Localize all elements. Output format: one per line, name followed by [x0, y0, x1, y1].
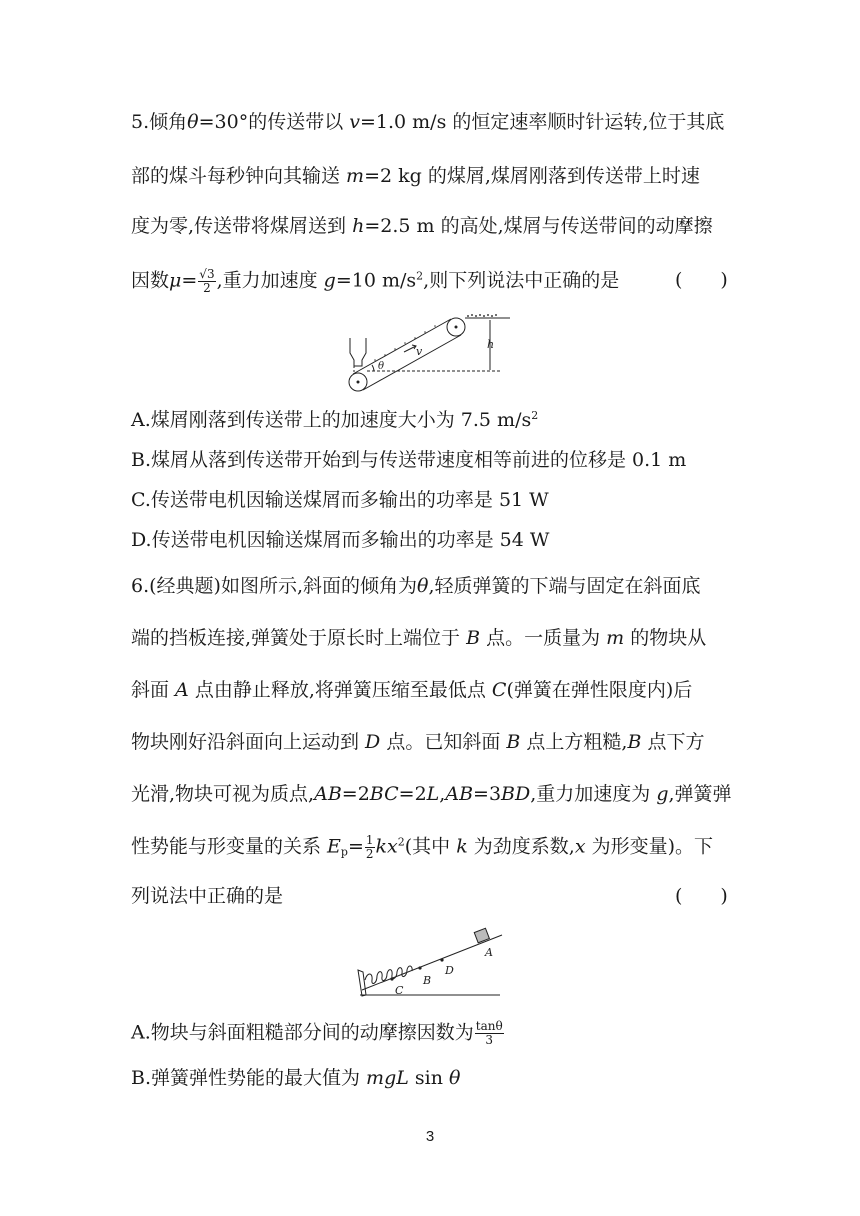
q5-line-2: 部的煤斗每秒钟向其输送 m=2 kg 的煤屑,煤屑刚落到传送带上时速: [131, 165, 700, 187]
q6-option-b: B.弹簧弹性势能的最大值为 mgL sin θ: [131, 1067, 461, 1089]
q6-answer-parentheses: ( ): [675, 885, 728, 907]
fig6-D-label: D: [445, 964, 454, 977]
tan-theta-over-3-fraction: $\frac{\tan\theta}{3}$: [475, 1019, 503, 1047]
fig6-C-label: C: [395, 984, 404, 997]
fig5-v-label: v: [416, 345, 423, 358]
fig6-A-label: A: [485, 946, 493, 959]
q6-line-6: 性势能与形变量的关系 $E_p=$ $\frac{1}{2}$ $kx^2$(其中 k 为劲度系数,x 为形变量)。下: [131, 833, 713, 861]
q5-line-3: 度为零,传送带将煤屑送到 h=2.5 m 的高处,煤屑与传送带间的动摩擦: [131, 215, 713, 237]
q5-line-4: 因数μ= $\frac{√3}{2}$ ,重力加速度 g=10 $m/s^2$,则下列说法中正确的是: [131, 267, 620, 295]
q5-option-d: D.传送带电机因输送煤屑而多输出的功率是 54 W: [131, 529, 550, 551]
q6-line-7: 列说法中正确的是: [131, 885, 284, 907]
coal-hopper-icon: [350, 338, 366, 366]
blocker-plate-icon: [358, 970, 366, 996]
q5-option-a: A.煤屑刚落到传送带上的加速度大小为 7.5 $m/s^2$: [131, 409, 539, 431]
half-fraction: $\frac{1}{2}$: [365, 833, 374, 861]
q6-line-1: 6.(经典题)如图所示,斜面的倾角为θ,轻质弹簧的下端与固定在斜面底: [131, 575, 701, 597]
q6-option-a: A.物块与斜面粗糙部分间的动摩擦因数为 $\frac{\tan\theta}{3}$: [131, 1019, 503, 1047]
q5-line-1: 5.倾角θ=30°的传送带以 v=1.0 m/s 的恒定速率顺时针运转,位于其底: [131, 111, 725, 133]
q5-option-b: B.煤屑从落到传送带开始到与传送带速度相等前进的位移是 0.1 m: [131, 449, 687, 471]
q6-line-2: 端的挡板连接,弹簧处于原长时上端位于 B 点。一质量为 m 的物块从: [131, 627, 707, 649]
sqrt3-over-2-fraction: $\frac{√3}{2}$: [199, 267, 215, 295]
page-number: 3: [425, 1128, 435, 1145]
conveyor-belt-figure: [340, 308, 520, 400]
q6-line-3: 斜面 A 点由静止释放,将弹簧压缩至最低点 C(弹簧在弹性限度内)后: [131, 679, 693, 701]
fig5-theta-label: θ: [378, 361, 385, 372]
fig5-h-label: h: [487, 338, 495, 351]
incline-spring-figure: [352, 924, 507, 1000]
q6-line-5: 光滑,物块可视为质点,AB=2BC=2L,AB=3BD,重力加速度为 g,弹簧弹: [131, 783, 732, 805]
q6-line-4: 物块刚好沿斜面向上运动到 D 点。已知斜面 B 点上方粗糙,B 点下方: [131, 731, 705, 753]
fig6-B-label: B: [423, 974, 432, 987]
q5-option-c: C.传送带电机因输送煤屑而多输出的功率是 51 W: [131, 489, 549, 511]
q5-answer-parentheses: ( ): [675, 269, 728, 291]
spring-icon: [365, 966, 412, 984]
